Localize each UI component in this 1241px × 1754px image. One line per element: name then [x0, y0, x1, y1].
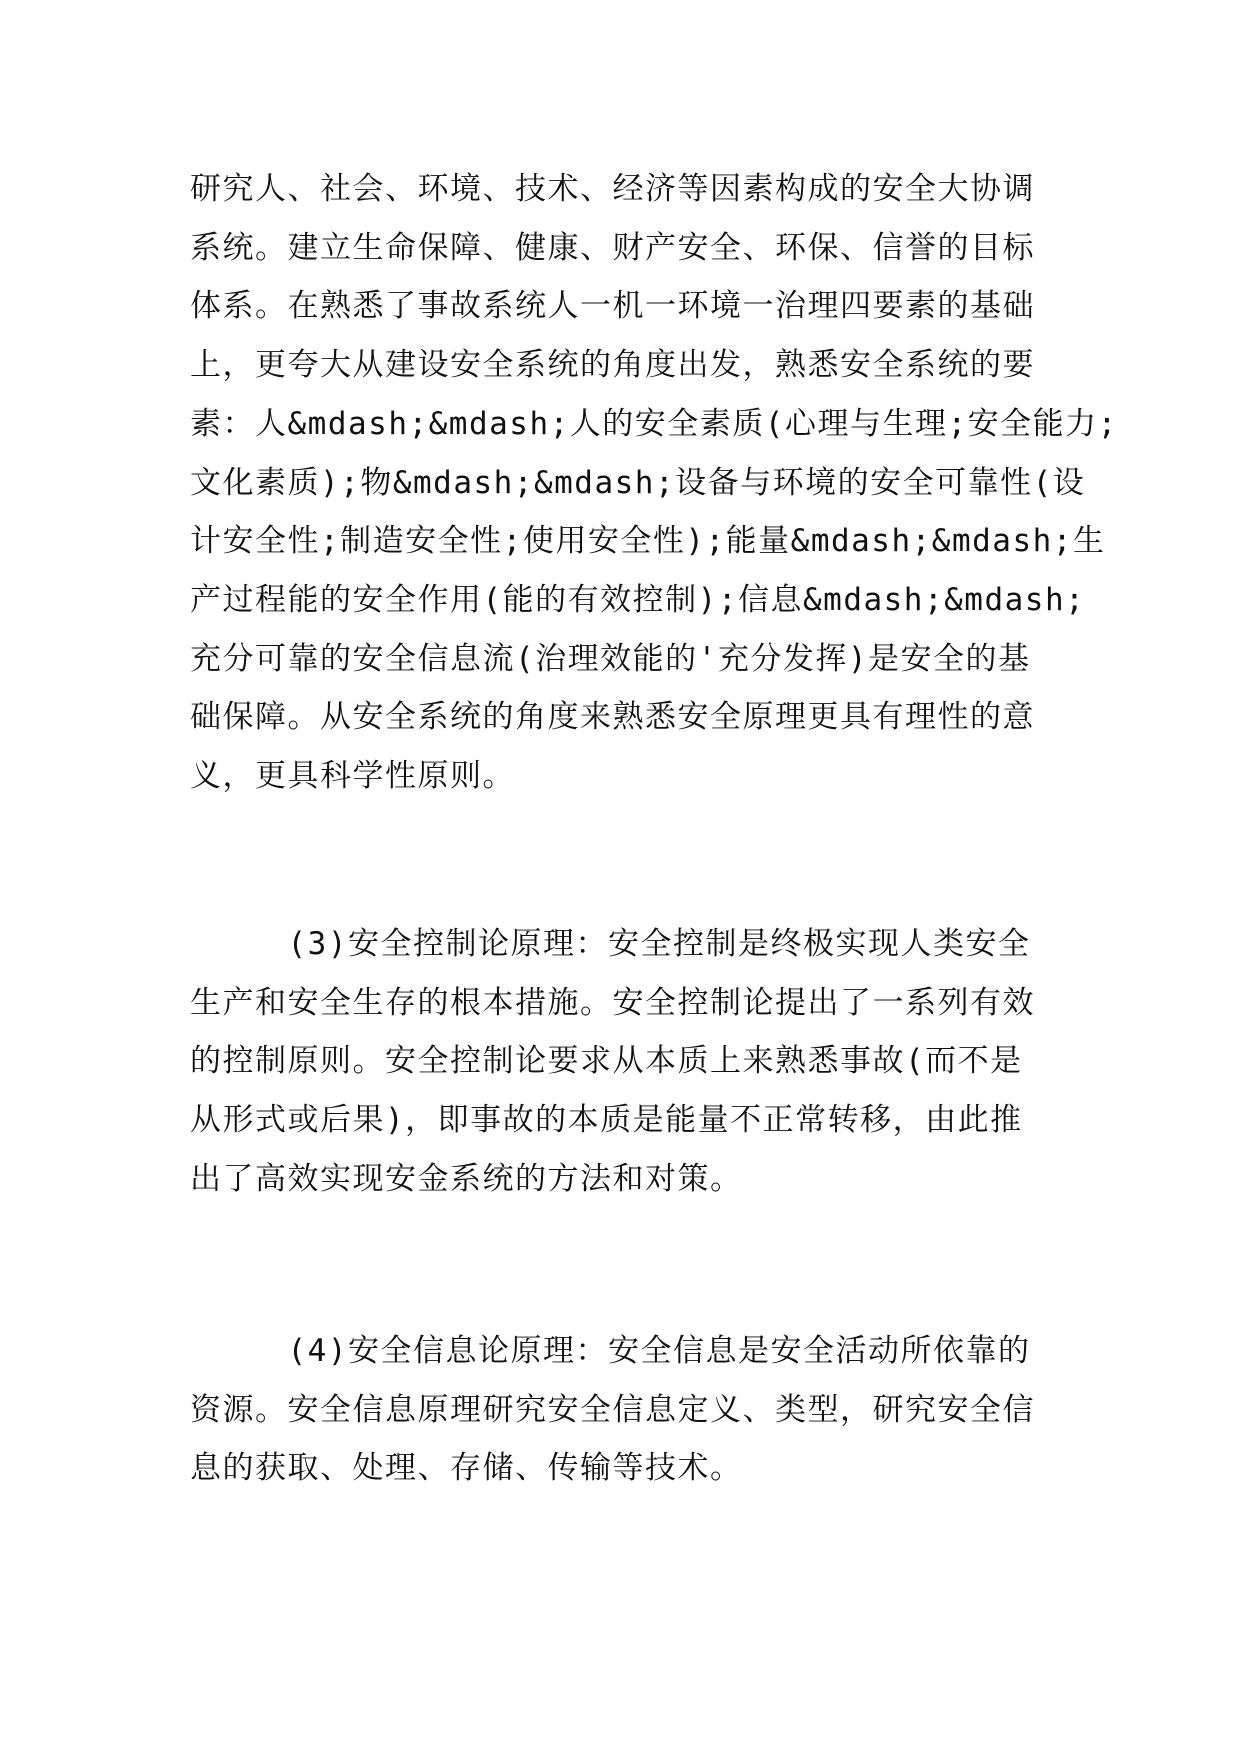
text-line: 上，更夸大从建设安全系统的角度出发，熟悉安全系统的要	[190, 347, 1035, 384]
text-line: 计安全性;制造安全性;使用安全性);能量&mdash;&mdash;生	[190, 523, 1106, 560]
text-line: 从形式或后果)，即事故的本质是能量不正常转移，由此推	[190, 1102, 1023, 1139]
text-line: 文化素质);物&mdash;&mdash;设备与环境的安全可靠性(设	[190, 464, 1086, 501]
text-line: 素：人&mdash;&mdash;人的安全素质(心理与生理;安全能力;	[190, 405, 1118, 442]
text-line: 体系。在熟悉了事故系统人一机一环境一治理四要素的基础	[190, 288, 1035, 325]
text-line: 的控制原则。安全控制论要求从本质上来熟悉事故(而不是	[190, 1043, 1023, 1080]
text-line: 础保障。从安全系统的角度来熟悉安全原理更具有理性的意	[190, 699, 1035, 736]
paragraph-safety-control-principle	[190, 915, 1058, 1209]
text-line: (3)安全控制论原理：安全控制是终极实现人类安全	[190, 926, 1031, 962]
text-line: 生产和安全生存的根本措施。安全控制论提出了一系列有效	[190, 984, 1035, 1021]
paragraph-safety-information-principle	[190, 1322, 1058, 1498]
text-line: 充分可靠的安全信息流(治理效能的'充分发挥)是安全的基	[190, 640, 1031, 677]
text-line: 产过程能的安全作用(能的有效控制);信息&mdash;&mdash;	[190, 581, 1086, 618]
text-line: 出了高效实现安金系统的方法和对策。	[190, 1160, 743, 1197]
text-line: (4)安全信息论原理：安全信息是安全活动所依靠的	[190, 1333, 1031, 1369]
paragraph-safety-system	[190, 160, 1118, 806]
text-line: 系统。建立生命保障、健康、财产安全、环保、信誉的目标	[190, 229, 1035, 266]
text-line: 息的获取、处理、存储、传输等技术。	[190, 1450, 743, 1487]
text-line: 资源。安全信息原理研究安全信息定义、类型，研究安全信	[190, 1391, 1035, 1428]
text-line: 研究人、社会、环境、技术、经济等因素构成的安全大协调	[190, 171, 1035, 207]
text-line: 义，更具科学性原则。	[190, 758, 515, 795]
